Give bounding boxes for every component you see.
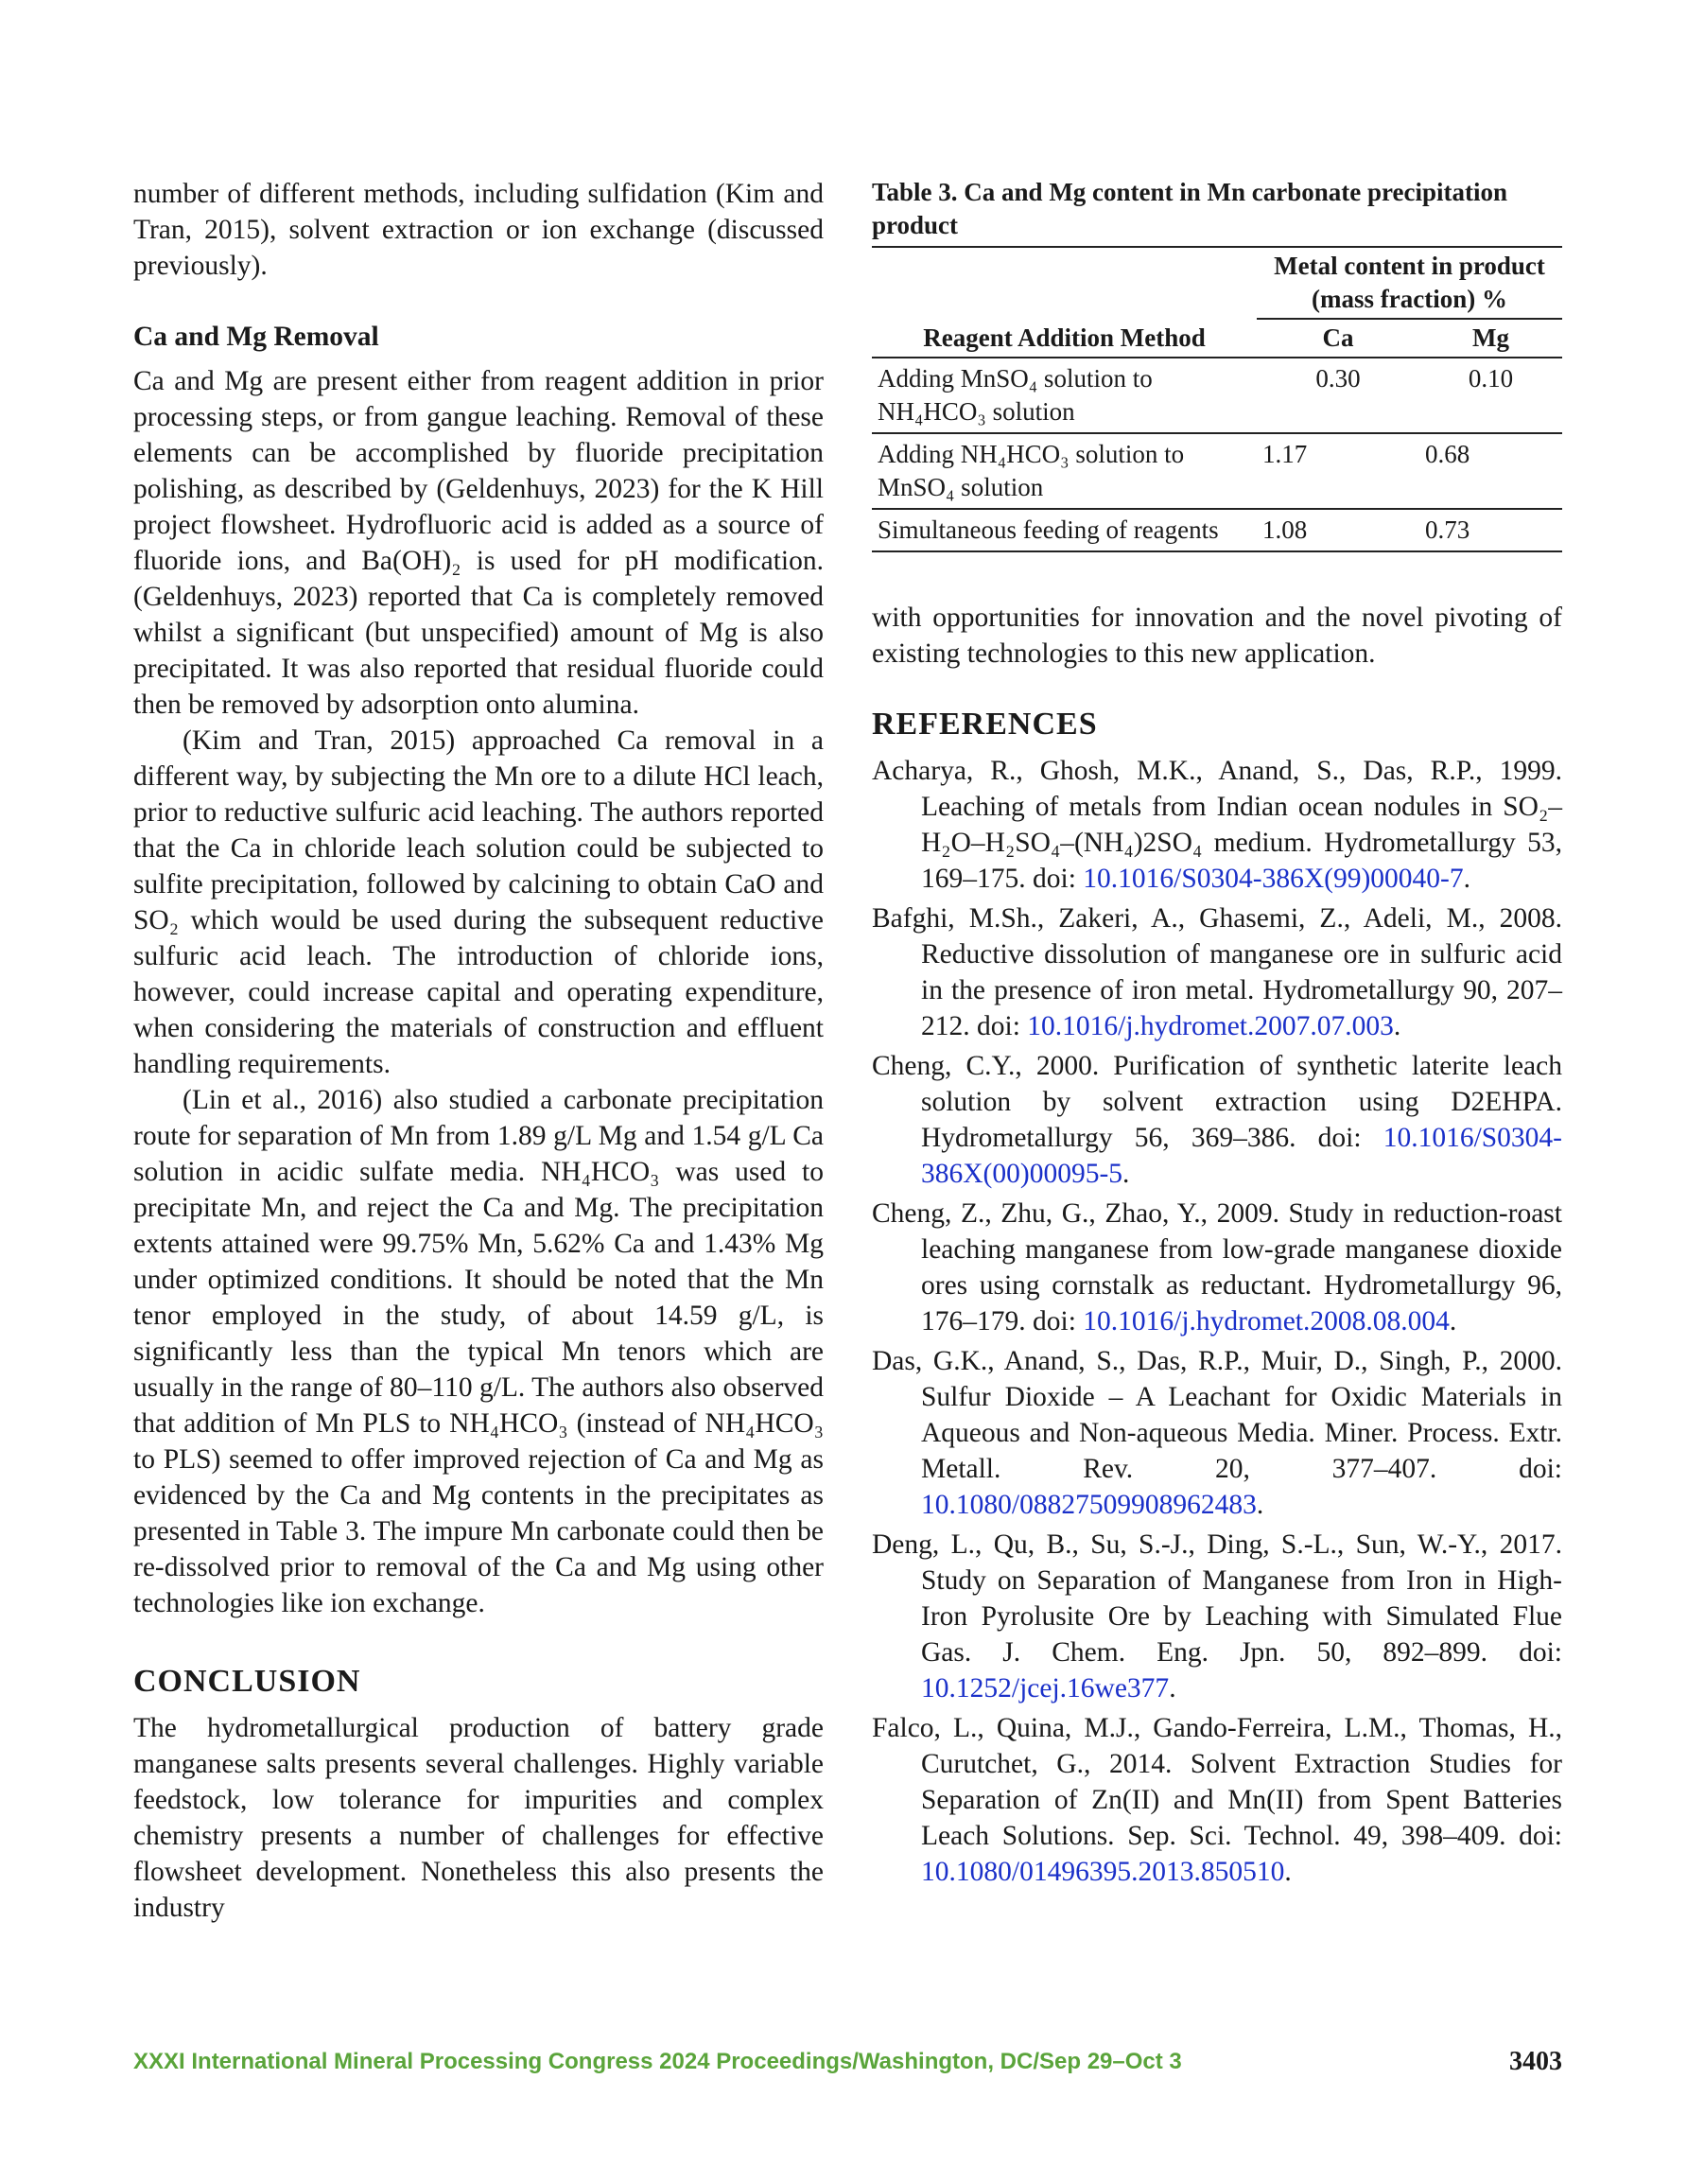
table-3-ca-header: Ca [1322,323,1354,352]
doi-link[interactable]: 10.1016/j.hydromet.2008.08.004 [1083,1306,1450,1337]
conclusion-continuation: with opportunities for innovation and the novel pivoting of existing technologies to this new application. [872,603,1562,669]
table-3-row-3-method: Simultaneous feeding of reagents [878,515,1219,544]
table-3-method-header: Reagent Addition Method [923,323,1206,352]
table-row [872,509,1562,551]
reference-item: Cheng, C.Y., 2000. Purification of synthetic laterite leach solution by solvent extraction using D2EHPA. Hydrometallurgy 56, 369–386. doi: 10.1016/S0304-386X(00)00095-5. [872,1051,1562,1189]
doi-link[interactable]: 10.1080/08827509908962483 [921,1490,1257,1520]
footer-proceedings-text: XXXI International Mineral Processing Congress 2024 Proceedings/Washington, DC/Sep 29–Oct 3 [133,2049,1182,2074]
references-list [872,753,1562,1890]
doi-link[interactable]: 10.1016/S0304-386X(99)00040-7 [1083,864,1464,894]
references-heading: REFERENCES [872,707,1098,742]
table-3-row-3-ca: 1.08 [1262,515,1308,544]
reference-item: Deng, L., Qu, B., Su, S.-J., Ding, S.-L., Sun, W.-Y., 2017. Study on Separation of Manganese from Iron in High-Iron Pyrolusite Ore by Leaching with Simulated Flue Gas. J. Chem. Eng. Jpn. 50, 892–899. doi: 10.1252/jcej.16we377. [872,1529,1562,1704]
ca-mg-paragraph-2: (Kim and Tran, 2015) approached Ca removal in a different way, by subjecting the Mn ore to a dilute HCl leach, prior to reductive sulfuric acid leaching. The authors reported that the Ca in chloride leach solution could be subjected to sulfite precipitation, followed by calcining to obtain CaO and SO₂ which would be used during the subsequent reductive sulfuric acid leach. The introduction of chloride ions, however, could increase capital and operating expenditure, when considering the materials of construction and effluent handling requirements. [133,725,824,1079]
table-row [872,358,1562,433]
reference-item: Acharya, R., Ghosh, M.K., Anand, S., Das, R.P., 1999. Leaching of metals from Indian ocean nodules in SO₂–H₂O–H₂SO₄–(NH₄)2SO₄ medium. Hydrometallurgy 53, 169–175. doi: 10.1016/S0304-386X(99)00040-7. [872,756,1562,894]
intro-paragraph: number of different methods, including sulfidation (Kim and Tran, 2015), solvent extraction or ion exchange (discussed previously). [133,179,824,281]
reference-item: Falco, L., Quina, M.J., Gando-Ferreira, L.M., Thomas, H., Curutchet, G., 2014. Solvent Extraction Studies for Separation of Zn(II) and Mn(II) from Spent Batteries Leach Solutions. Sep. Sci. Technol. 49, 398–409. doi: 10.1080/01496395.2013.850510. [872,1713,1562,1887]
table-row [872,433,1562,509]
conclusion-paragraph: The hydrometallurgical production of battery grade manganese salts presents several challenges. Highly variable feedstock, low tolerance for impurities and complex chemistry presents a number of challenges for effective flowsheet development. Nonetheless this also presents the industry [133,1713,824,1923]
ca-mg-paragraph-3: (Lin et al., 2016) also studied a carbonate precipitation route for separation of Mn from 1.89 g/L Mg and 1.54 g/L Ca solution in acidic sulfate media. NH₄HCO₃ was used to precipitate Mn, and reject the Ca and Mg. The precipitation extents attained were 99.75% Mn, 5.62% Ca and 1.43% Mg under optimized conditions. It should be noted that the Mn tenor employed in the study, of about 14.59 g/L, is significantly less than the typical Mn tenors which are usually in the range of 80–110 g/L. The authors also observed that addition of Mn PLS to NH₄HCO₃ (instead of NH₄HCO₃ to PLS) seemed to offer improved rejection of Ca and Mg as evidenced by the Ca and Mg contents in the precipitates as presented in Table 3. The impure Mn carbonate could then be re-dissolved prior to removal of the Ca and Mg using other technologies like ion exchange. [133,1085,824,1618]
table-3-row-3-mg: 0.73 [1425,515,1470,544]
table-3-row-2-ca: 1.17 [1262,440,1308,468]
table-3 [872,246,1562,552]
left-column [133,176,824,1926]
doi-link[interactable]: 10.1016/S0304-386X(00)00095-5 [921,1123,1562,1189]
doi-link[interactable]: 10.1080/01496395.2013.850510 [921,1857,1285,1887]
ca-mg-removal-heading: Ca and Mg Removal [133,322,379,352]
doi-link[interactable]: 10.1252/jcej.16we377 [921,1673,1170,1704]
reference-item: Cheng, Z., Zhu, G., Zhao, Y., 2009. Study in reduction-roast leaching manganese from low-grade manganese dioxide ores using cornstalk as reductant. Hydrometallurgy 96, 176–179. doi: 10.1016/j.hydromet.2008.08.004. [872,1198,1562,1337]
table-3-row-1-method: Adding MnSO₄ solution to NH₄HCO₃ solution [878,364,1153,426]
doi-link[interactable]: 10.1016/j.hydromet.2007.07.003 [1027,1011,1394,1041]
conclusion-heading: CONCLUSION [133,1664,361,1699]
ca-mg-paragraph-1: Ca and Mg are present either from reagent addition in prior processing steps, or from gangue leaching. Removal of these elements can be accomplished by fluoride precipitation polishing, as described by (Geldenhuys, 2023) for the K Hill project flowsheet. Hydrofluoric acid is added as a source of fluoride ions, and Ba(OH)₂ is used for pH modification. (Geldenhuys, 2023) reported that Ca is completely removed whilst a significant (but unspecified) amount of Mg is also precipitated. It was also reported that residual fluoride could then be removed by adsorption onto alumina. [133,366,824,720]
page-number: 3403 [1509,2047,1562,2076]
table-3-row-1-ca: 0.30 [1315,364,1361,393]
table-3-row-1-mg: 0.10 [1468,364,1514,393]
table-3-row-2-method: Adding NH₄HCO₃ solution to MnSO₄ solution [878,440,1185,501]
reference-item: Das, G.K., Anand, S., Das, R.P., Muir, D., Singh, P., 2000. Sulfur Dioxide – A Leachant for Oxidic Materials in Aqueous and Non-aqueous Media. Miner. Process. Extr. Metall. Rev. 20, 377–407. doi: 10.1080/08827509908962483. [872,1346,1562,1520]
table-3-group-header: Metal content in product (mass fraction) % [1257,247,1562,319]
table-3-title: Table 3. Ca and Mg content in Mn carbonate precipitation product [872,178,1508,239]
table-3-mg-header: Mg [1472,323,1509,352]
right-column [872,176,1562,1894]
table-3-row-2-mg: 0.68 [1425,440,1470,468]
reference-item: Bafghi, M.Sh., Zakeri, A., Ghasemi, Z., Adeli, M., 2008. Reductive dissolution of manganese ore in sulfuric acid in the presence of iron metal. Hydrometallurgy 90, 207–212. doi: 10.1016/j.hydromet.2007.07.003. [872,903,1562,1041]
page-footer [133,2043,1562,2081]
